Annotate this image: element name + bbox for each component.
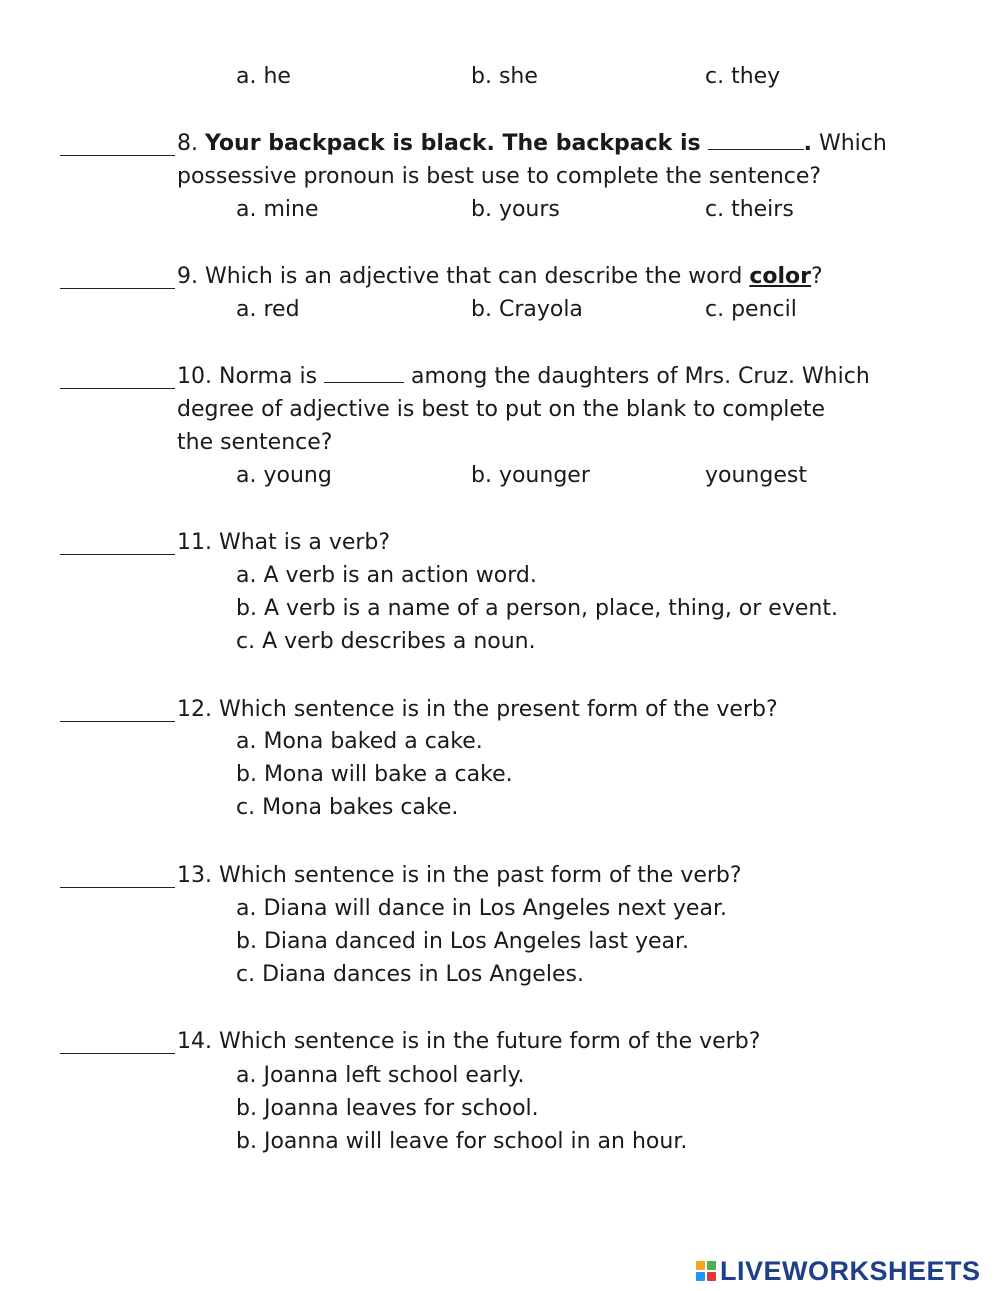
- q7-choice-c[interactable]: c. they: [705, 64, 781, 89]
- q9-choice-c[interactable]: c. pencil: [705, 297, 797, 322]
- q14-answer-blank[interactable]: [60, 1053, 175, 1054]
- q14-choice-a[interactable]: a. Joanna left school early.: [236, 1063, 525, 1088]
- q10-choice-c[interactable]: youngest: [705, 463, 807, 488]
- q7-choice-b[interactable]: b. she: [471, 64, 538, 89]
- q9-answer-blank[interactable]: [60, 288, 175, 289]
- q13-choice-c[interactable]: c. Diana dances in Los Angeles.: [236, 962, 584, 987]
- q8-text-which: Which: [818, 131, 887, 156]
- q10-answer-blank[interactable]: [60, 388, 175, 389]
- q10-text-after: among the daughters of Mrs. Cruz. Which: [411, 364, 870, 389]
- q8-inline-blank: [708, 129, 804, 150]
- q12-choice-c[interactable]: c. Mona bakes cake.: [236, 795, 459, 820]
- q10-question: [177, 360, 870, 393]
- logo-block-1: [696, 1261, 705, 1270]
- q12-question: 12. Which sentence is in the present form of the verb?: [177, 697, 778, 722]
- q8-choice-a[interactable]: a. mine: [236, 197, 319, 222]
- liveworksheets-logo-icon: [696, 1261, 716, 1281]
- q10-text-before: 10. Norma is: [177, 364, 318, 389]
- q9-keyword: color: [749, 264, 812, 289]
- liveworksheets-logo: [696, 1255, 981, 1287]
- q11-answer-blank[interactable]: [60, 554, 175, 555]
- q13-choice-b[interactable]: b. Diana danced in Los Angeles last year.: [236, 929, 690, 954]
- q8-question: [177, 127, 887, 160]
- q14-question: 14. Which sentence is in the future form of the verb?: [177, 1029, 761, 1054]
- q12-answer-blank[interactable]: [60, 721, 175, 722]
- q11-choice-a[interactable]: a. A verb is an action word.: [236, 563, 537, 588]
- q7-choice-a[interactable]: a. he: [236, 64, 291, 89]
- q9-text: 9. Which is an adjective that can describe the word: [177, 264, 743, 289]
- q9-choice-a[interactable]: a. red: [236, 297, 300, 322]
- q13-choice-a[interactable]: a. Diana will dance in Los Angeles next year.: [236, 896, 727, 921]
- q10-question-line3: the sentence?: [177, 430, 333, 455]
- q9-choice-b[interactable]: b. Crayola: [471, 297, 583, 322]
- q10-question-line2: degree of adjective is best to put on the blank to complete: [177, 397, 826, 422]
- q8-answer-blank[interactable]: [60, 155, 175, 156]
- q11-choice-b[interactable]: b. A verb is a name of a person, place, thing, or event.: [236, 596, 838, 621]
- q13-answer-blank[interactable]: [60, 887, 175, 888]
- logo-block-4: [707, 1272, 716, 1281]
- q9-qmark: ?: [811, 264, 823, 289]
- q10-inline-blank: [324, 362, 404, 383]
- q8-number: 8.: [177, 131, 198, 156]
- logo-block-3: [696, 1272, 705, 1281]
- q11-choice-c[interactable]: c. A verb describes a noun.: [236, 629, 536, 654]
- q8-choice-c[interactable]: c. theirs: [705, 197, 794, 222]
- q12-choice-b[interactable]: b. Mona will bake a cake.: [236, 762, 513, 787]
- q8-question-line2: possessive pronoun is best use to complete the sentence?: [177, 164, 822, 189]
- q9-question: [177, 260, 823, 293]
- q13-question: 13. Which sentence is in the past form of the verb?: [177, 863, 742, 888]
- q8-bold-sentence: Your backpack is black. The backpack is: [205, 131, 701, 156]
- q8-bold-period: .: [803, 131, 812, 156]
- q11-question: 11. What is a verb?: [177, 530, 391, 555]
- q10-choice-b[interactable]: b. younger: [471, 463, 590, 488]
- q10-choice-a[interactable]: a. young: [236, 463, 332, 488]
- liveworksheets-logo-text: LIVEWORKSHEETS: [720, 1255, 981, 1286]
- q14-choice-c[interactable]: b. Joanna will leave for school in an hour.: [236, 1129, 688, 1154]
- q12-choice-a[interactable]: a. Mona baked a cake.: [236, 729, 483, 754]
- logo-block-2: [707, 1261, 716, 1270]
- q8-choice-b[interactable]: b. yours: [471, 197, 560, 222]
- q14-choice-b[interactable]: b. Joanna leaves for school.: [236, 1096, 539, 1121]
